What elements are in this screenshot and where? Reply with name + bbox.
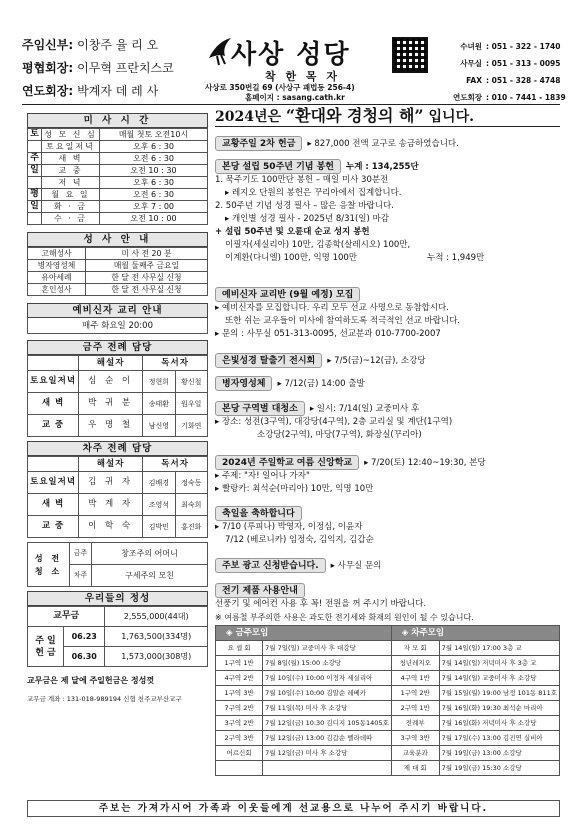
- news-heading: 교황주일 2차 헌금: [215, 136, 302, 151]
- table-row: 고해성사 미 사 전 20 분: [28, 248, 208, 260]
- table-row: 저 녁 오후 6 : 30: [28, 177, 208, 189]
- news-heading: 은빛성경 탈출기 전시회: [215, 353, 322, 368]
- news-item: 본당 설립 50주년 기념 봉헌 누계 : 134,255단 1. 묵주기도 100만단 봉헌 – 매일 미사 30분전 ▸ 레지오 단원의 봉헌은 꾸리아에서 집계합니다. 2. 50주년 기념 성경 필사 – 많은 응찰 바랍니다. ▸ 개인별 성경 필사 - 2025년 8/31(일) 마감 + 설립 50주년 및 오륜대 순교 성지 봉헌 이필자(세실리아) 10만, 김종학(살레시오) 100만, 이계환(다니엘) 100만, 익명 100만 누적 : 1,949만: [215, 159, 560, 265]
- table-row: 유아세례 한 달 전 사무실 신청: [28, 272, 208, 284]
- qr-code-icon[interactable]: [392, 37, 428, 73]
- council-line: 평협회장: 이무혁 프란치스코: [22, 61, 174, 75]
- table-row: 혼인성사 한 달 전 사무실 신청: [28, 284, 208, 296]
- right-column: [215, 103, 560, 793]
- duty-this-title: 금주 전례 담당: [27, 340, 208, 355]
- lsociety-line: 연도회장: 박계자 데 레 사: [22, 84, 159, 98]
- table-row: 성 전 청 소 금주 창조주의 어머니: [28, 543, 208, 565]
- church-title: 사상 성당: [231, 40, 351, 70]
- account-note: 교무금 계좌 : 131-018-989194 신협 천주교부산교구: [27, 695, 182, 703]
- table-row: 교무금 2,555,000(44대): [28, 607, 208, 627]
- table-row: 1구역 3반 7월 10일(수) 10:00 김말순 레베카 1구역 2반 7월 15일(월) 19:00 남정 101동 811호: [216, 686, 560, 701]
- table-row: 4구역 2반 7월 10일(수) 10:00 이정자 세실리아 4구역 1반 7월 14일(일) 교중미사 후 소강당: [216, 671, 560, 686]
- news-item: 은빛성경 탈출기 전시회 ▸ 7/5(금)~12(금), 소강당: [215, 353, 560, 368]
- sacrament-title: 성 사 안 내: [27, 232, 208, 247]
- contact-row: 수녀원 : 051 - 322 - 1740: [460, 42, 561, 51]
- table-row: 2구역 3반 7월 12일(금) 13:00 김갑순 벨라데따 3구역 3반 7월 17일(수) 13:00 김진연 실비아: [216, 731, 560, 746]
- news-item: 2024년 주일학교 여름 신앙학교 ▸ 7/20(토) 12:40~19:30, 본당 ▸ 주제: "자! 일어나 가자" ▸ 빨랑카: 최석순(마리아) 10만, 익명 10만: [215, 455, 560, 496]
- catechumen-title: 예비신자 교리 안내: [27, 303, 208, 318]
- news-heading: 축일을 축하합니다: [215, 506, 302, 521]
- table-row: ◈ 금주모임 ◈ 차주모임: [216, 626, 560, 641]
- news-heading: 주보 광고 신청받습니다.: [215, 558, 326, 573]
- mass-title: 미 사 시 간: [27, 113, 208, 128]
- contact-row: FAX : 051 - 328 - 4748: [466, 76, 561, 85]
- table-row: 1구역 1반 7월 8일(월) 15:00 소강당 청년레지오 7월 14일(일) 저녁미사 후 3층 교: [216, 656, 560, 671]
- news-heading: 본당 구역별 대청소: [215, 401, 305, 416]
- table-row: 새 벽 박 계 자 조영석 최숙희: [28, 494, 208, 516]
- table-row: 평 월 요 일 오전 6 : 30: [28, 189, 208, 201]
- table-row: 주 일 헌 금 06.23 1,763,500(334명): [28, 627, 208, 647]
- table-row: 교 중 이 학 숙 김박민 홍진화: [28, 516, 208, 538]
- table-row: 일 교 중 오전 10 : 30: [28, 165, 208, 177]
- meeting-table: [215, 625, 560, 776]
- contact-list: [450, 38, 566, 106]
- homepage-link[interactable]: 홈페이지 : sasang.cath.kr: [245, 93, 345, 102]
- table-row: 3구역 2반 7월 12일(금) 10:30 김디지 105동1405호 전례부 7월 16일(화) 저녁미사 후 소강당: [216, 716, 560, 731]
- news-item: 병자영성체 ▸ 7/12(금) 14:00 출발: [215, 376, 560, 391]
- table-row: 7구역 2반 7월 11일(목) 미사 후 소강당 2구역 1반 7월 16일(화) 19:30 최석순 마리아: [216, 701, 560, 716]
- news-heading: 예비신자 교리반 (9월 예정) 모집: [215, 287, 360, 302]
- table-row: 새 벽 박 귀 분 송태환 원우일: [28, 393, 208, 415]
- table-row: 일 화 · 금 오후 7 : 00: [28, 201, 208, 213]
- news-item: 예비신자 교리반 (9월 예정) 모집 ▸ 예비신자를 모집합니다. 우리 모두 선교 사명으로 동참합시다. 또한 쉬는 교우들이 미사에 참여하도록 적극적인 선교 바랍니다. ▸ 문의 : 사무실 051-313-0095, 선교분과 010-7700-2007: [215, 287, 560, 341]
- table-row: 요 셉 회 7월 7일(일) 교중미사 후 대강당 자 모 회 7월 14일(일) 17:00 3층 교: [216, 641, 560, 656]
- news-item: 본당 구역별 대청소 ▸ 일시: 7/14(일) 교중미사 후 ▸ 장소: 성전(3구역), 대강당(4구역), 2층 교리실 및 계단(1구역) 소강당(2구역), 마당(7구역), 화장실(꾸리아): [215, 401, 560, 442]
- table-row: 토요일저녁 김 귀 자 김배경 정숙동: [28, 472, 208, 494]
- news-heading: 병자영성체: [215, 376, 272, 391]
- finance-note: 교무금은 제 달에 주일헌금은 정성껏: [27, 676, 155, 685]
- duty-next-table: [27, 456, 208, 538]
- meeting-schedule: [215, 625, 560, 776]
- cleaning-table: [27, 542, 208, 587]
- finance-title: 우리들의 정성: [27, 591, 208, 606]
- news-heading: 2024년 주일학교 여름 신앙학교: [215, 455, 359, 470]
- table-row: 차주 구세주의 모친: [28, 565, 208, 587]
- news-heading: 본당 설립 50주년 기념 봉헌: [215, 159, 341, 174]
- news-item: 축일을 축하합니다 ▸ 7/10 (루피나) 박영자, 이정심, 이윤자 7/12 (베로니카) 임정숙, 김익지, 김갑순: [215, 506, 560, 547]
- table-row: 해설자 독서자: [28, 356, 208, 371]
- catechumen-time: 매주 화요일 20:00: [27, 318, 208, 334]
- table-row: 토 성 모 신 심 매월 첫토 오전10시: [28, 129, 208, 141]
- footer-notice: 주보는 가져가시어 가족과 이웃들에게 선교용으로 나누어 주시기 바랍니다.: [27, 800, 560, 817]
- table-row: 06.30 1,573,000(308명): [28, 647, 208, 667]
- table-row: 어르신회 7월 12일(금) 미사 후 소강당 교육분과 7월 19일(금) 13:00 소강당: [216, 746, 560, 761]
- table-row: 수 · 금 오전 10 : 00: [28, 213, 208, 225]
- pastor-line: 주임신부: 이창주 율 리 오: [22, 38, 159, 52]
- duty-this-table: [27, 355, 208, 437]
- news-item: 주보 광고 신청받습니다. ▸ 사무실 문의: [215, 558, 560, 573]
- news-item: 전기 제품 사용안내 선풍기 및 에어컨 사용 후 꼭! 전원을 꺼 주시기 바랍니다. ※ 여름철 부주의한 사용은 과도한 전기세와 화재의 원인이 될 수 있습니다.: [215, 583, 560, 624]
- dove-icon: [205, 36, 233, 66]
- finance-table: [27, 606, 208, 667]
- contact-row: 사무실 : 051 - 313 - 0095: [460, 59, 561, 68]
- church-subtitle: 착 한 목 자: [265, 70, 340, 83]
- table-row: 제 대 회 7월 19일(금) 15:30 소강당: [216, 761, 560, 776]
- table-row: 주 새 벽 오전 6 : 30: [28, 153, 208, 165]
- year-banner: 2024년은 “환대와 경청의 해” 입니다.: [215, 103, 560, 127]
- church-address: 사상로 350번길 69 (사상구 괘법동 256-4) 홈페이지 : sasang.cath.kr: [205, 83, 435, 103]
- table-row: 해설자 독서자: [28, 457, 208, 472]
- mass-table: [27, 128, 208, 225]
- table-row: 토요일저녁 심 순 이 정현희 황신철: [28, 371, 208, 393]
- sacrament-table: [27, 247, 208, 296]
- table-row: 교 중 우 명 철 남신영 기화연: [28, 415, 208, 437]
- staff-list: [22, 34, 174, 103]
- table-row: 병자영성체 매월 둘째주 금요일: [28, 260, 208, 272]
- left-column: [27, 113, 208, 703]
- news-item: 교황주일 2차 헌금 ▸ 827,000 전액 교구로 송금하였습니다.: [215, 136, 560, 151]
- table-row: 토요일저녁 오후 6 : 30: [28, 141, 208, 153]
- contact-row: 연도회장 : 010 - 7441 - 1839: [453, 93, 566, 102]
- news-heading: 전기 제품 사용안내: [215, 583, 305, 598]
- church-logo: [205, 34, 385, 100]
- duty-next-title: 차주 전례 담당: [27, 441, 208, 456]
